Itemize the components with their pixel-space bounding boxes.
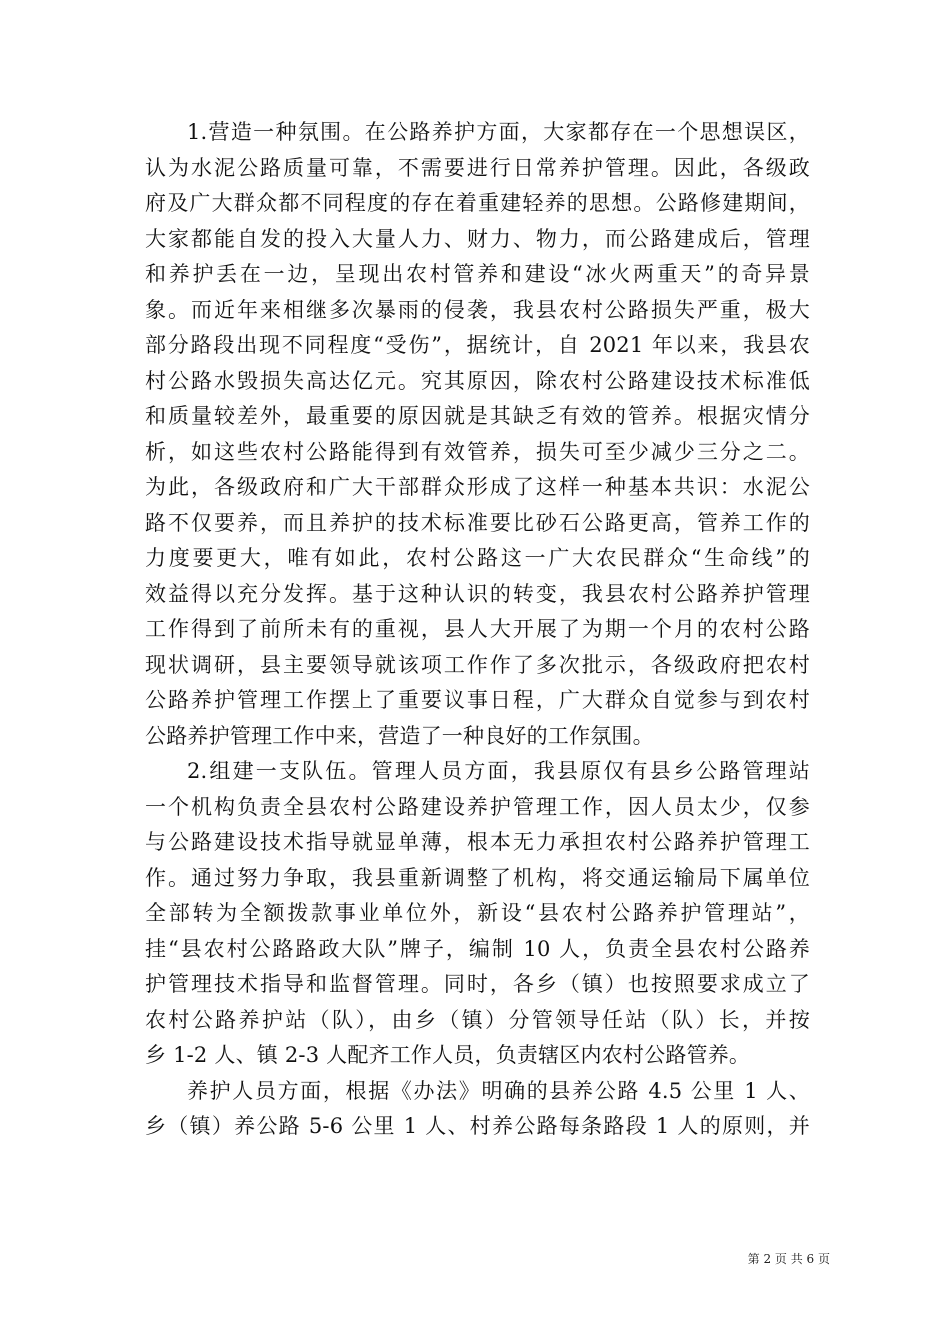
text-line: 农村公路养护站（队），由乡（镇）分管领导任站（队）长，并按 bbox=[145, 1007, 810, 1032]
text-line: 路不仅要养，而且养护的技术标准要比砂石公路更高，管养工作的 bbox=[145, 510, 810, 535]
text-line: 公路养护管理工作摆上了重要议事日程，广大群众自觉参与到农村 bbox=[145, 688, 810, 712]
text-line: 作。通过努力争取，我县重新调整了机构，将交通运输局下属单位 bbox=[145, 865, 810, 890]
page-number: 第 2 页 共 6 页 bbox=[747, 1252, 830, 1266]
text-line: 象。而近年来相继多次暴雨的侵袭，我县农村公路损失严重，极大 bbox=[145, 297, 810, 322]
text-line: 认为水泥公路质量可靠，不需要进行日常养护管理。因此，各级政 bbox=[145, 155, 810, 180]
text-line: 1.营造一种氛围。在公路养护方面，大家都存在一个思想误区， bbox=[187, 120, 810, 144]
text-line: 效益得以充分发挥。基于这种认识的转变，我县农村公路养护管理 bbox=[145, 581, 810, 606]
text-line: 和养护丢在一边，呈现出农村管养和建设“冰火两重天”的奇异景 bbox=[145, 262, 810, 286]
text-line: 与公路建设技术指导就显单薄，根本无力承担农村公路养护管理工 bbox=[145, 830, 810, 854]
text-line: 为此，各级政府和广大干部群众形成了这样一种基本共识：水泥公 bbox=[145, 475, 810, 499]
text-line: 养护人员方面，根据《办法》明确的县养公路 4.5 公里 1 人、 bbox=[187, 1078, 810, 1103]
text-line: 工作得到了前所未有的重视，县人大开展了为期一个月的农村公路 bbox=[145, 617, 810, 641]
text-line: 全部转为全额拨款事业单位外，新设“县农村公路养护管理站”， bbox=[145, 901, 810, 925]
text-line: 公路养护管理工作中来，营造了一种良好的工作氛围。 bbox=[145, 723, 654, 748]
body-text bbox=[145, 115, 810, 1145]
text-line: 2.组建一支队伍。管理人员方面，我县原仅有县乡公路管理站 bbox=[187, 759, 810, 783]
text-line: 乡（镇）养公路 5-6 公里 1 人、村养公路每条路段 1 人的原则，并 bbox=[145, 1114, 810, 1138]
text-line: 府及广大群众都不同程度的存在着重建轻养的思想。公路修建期间， bbox=[145, 191, 810, 215]
text-line: 村公路水毁损失高达亿元。究其原因，除农村公路建设技术标准低 bbox=[145, 368, 810, 393]
text-line: 析，如这些农村公路能得到有效管养，损失可至少减少三分之二。 bbox=[145, 439, 810, 464]
text-line: 力度要更大，唯有如此，农村公路这一广大农民群众“生命线”的 bbox=[145, 546, 810, 570]
text-line: 护管理技术指导和监督管理。同时，各乡（镇）也按照要求成立了 bbox=[145, 972, 810, 996]
text-line: 挂“县农村公路路政大队”牌子，编制 10 人，负责全县农村公路养 bbox=[145, 936, 810, 961]
text-line: 乡 1-2 人、镇 2-3 人配齐工作人员，负责辖区内农村公路管养。 bbox=[145, 1043, 751, 1067]
text-line: 大家都能自发的投入大量人力、财力、物力，而公路建成后，管理 bbox=[145, 226, 810, 251]
text-line: 现状调研，县主要领导就该项工作作了多次批示，各级政府把农村 bbox=[145, 652, 810, 677]
text-line: 部分路段出现不同程度“受伤”，据统计，自 2021 年以来，我县农 bbox=[145, 333, 810, 357]
text-line: 一个机构负责全县农村公路建设养护管理工作，因人员太少，仅参 bbox=[145, 794, 810, 819]
text-line: 和质量较差外，最重要的原因就是其缺乏有效的管养。根据灾情分 bbox=[145, 404, 810, 428]
